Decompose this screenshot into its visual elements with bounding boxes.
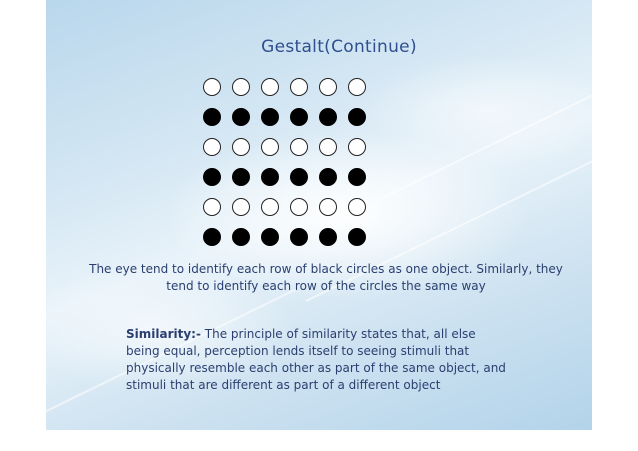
hollow-circle [348, 198, 366, 216]
slide-title: Gestalt(Continue) [261, 37, 417, 57]
filled-circle [348, 108, 366, 126]
filled-circle [319, 168, 337, 186]
hollow-circle [203, 198, 221, 216]
hollow-circle [261, 78, 279, 96]
hollow-circle [348, 78, 366, 96]
filled-circle [290, 228, 308, 246]
filled-circle [261, 108, 279, 126]
hollow-circle [348, 138, 366, 156]
slide [46, 0, 592, 430]
filled-circle [290, 168, 308, 186]
hollow-circle [232, 138, 250, 156]
hollow-circle [290, 138, 308, 156]
caption-text: The eye tend to identify each row of black circles as one object. Similarly, they tend to identify each row of the circles the same way [89, 262, 563, 293]
hollow-circle [319, 78, 337, 96]
similarity-term: Similarity:- [126, 327, 201, 341]
hollow-circle [232, 78, 250, 96]
hollow-circle [203, 138, 221, 156]
hollow-circle [203, 78, 221, 96]
hollow-circle [319, 198, 337, 216]
filled-circle [203, 228, 221, 246]
hollow-circle [232, 198, 250, 216]
hollow-circle [290, 78, 308, 96]
hollow-circle [319, 138, 337, 156]
background-streak [376, 86, 592, 202]
filled-circle [290, 108, 308, 126]
filled-circle [319, 228, 337, 246]
filled-circle [232, 228, 250, 246]
hollow-circle [290, 198, 308, 216]
dot-grid [203, 78, 366, 246]
filled-circle [261, 168, 279, 186]
filled-circle [261, 228, 279, 246]
hollow-circle [261, 198, 279, 216]
filled-circle [232, 168, 250, 186]
filled-circle [319, 108, 337, 126]
hollow-circle [261, 138, 279, 156]
filled-circle [203, 108, 221, 126]
filled-circle [232, 108, 250, 126]
filled-circle [348, 228, 366, 246]
similarity-paragraph [126, 326, 506, 394]
filled-circle [348, 168, 366, 186]
filled-circle [203, 168, 221, 186]
similarity-definition: The principle of similarity states that, all else being equal, perception lends itself to seeing stimuli that physically resemble each other as part of the same object, and stimuli that are different as part of a different object [126, 327, 506, 392]
